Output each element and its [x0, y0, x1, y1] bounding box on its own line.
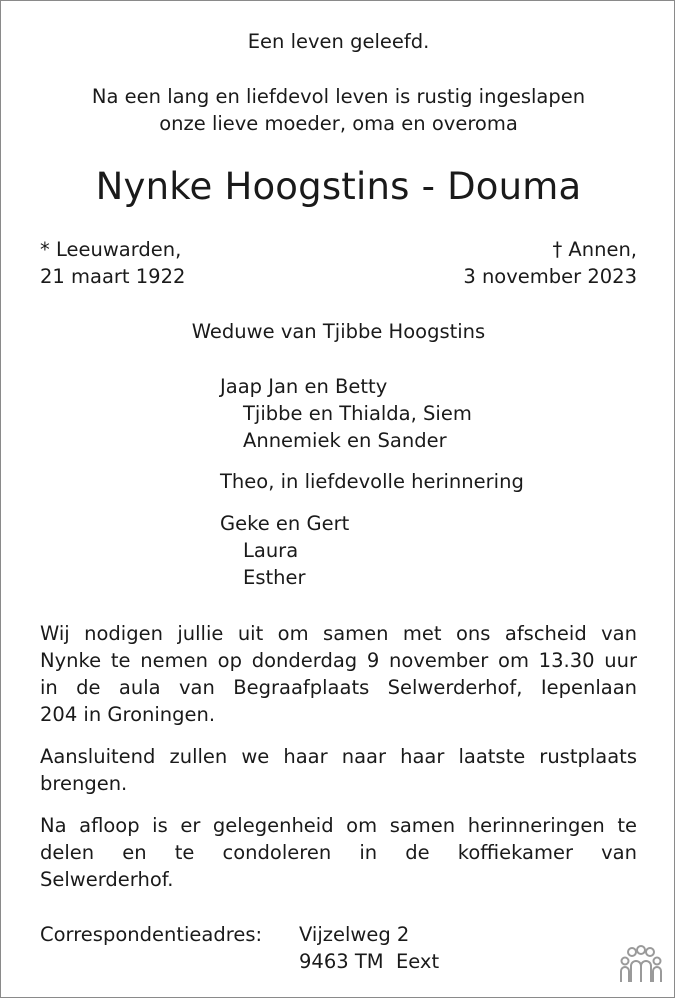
- people-logo-icon: [618, 944, 664, 984]
- paragraph-line: Na afloop is er gelegenheid om samen herinneringen te: [40, 814, 637, 837]
- death-place: † Annen,: [552, 238, 637, 261]
- intro-line: Een leven geleefd.: [247, 30, 430, 53]
- condolence-paragraph: [40, 812, 637, 893]
- family-member: Tjibbe en Thialda, Siem: [243, 402, 472, 425]
- family-member: Theo, in liefdevolle herinnering: [220, 470, 524, 493]
- announcement-line-1: Na een lang en liefdevol leven is rustig ingeslapen: [91, 85, 586, 108]
- correspondence-city: 9463 TM Eext: [299, 950, 440, 973]
- correspondence-label: Correspondentieadres:: [40, 923, 263, 946]
- paragraph-line: delen en te condoleren in de koffiekamer van: [40, 841, 637, 864]
- birth-date: 21 maart 1922: [40, 265, 186, 288]
- paragraph-line: Wij nodigen jullie uit om samen met ons afscheid van: [40, 622, 637, 645]
- paragraph-line: Selwerderhof.: [40, 868, 174, 891]
- announcement-line-2: onze lieve moeder, oma en overoma: [159, 112, 518, 135]
- paragraph-line: in de aula van Begraafplaats Selwerderhof, Iepenlaan: [40, 676, 637, 699]
- family-member: Esther: [243, 566, 306, 589]
- paragraph-line: 204 in Groningen.: [40, 703, 216, 726]
- paragraph-line: Aansluitend zullen we haar naar haar laatste rustplaats: [40, 745, 637, 768]
- widow-line: Weduwe van Tjibbe Hoogstins: [191, 320, 486, 343]
- paragraph-line: Nynke te nemen op donderdag 9 november om 13.30 uur: [40, 649, 637, 672]
- death-date: 3 november 2023: [463, 265, 637, 288]
- burial-paragraph: [40, 743, 637, 797]
- invitation-paragraph: [40, 620, 637, 728]
- family-member: Annemiek en Sander: [243, 429, 447, 452]
- deceased-name: Nynke Hoogstins - Douma: [95, 165, 582, 208]
- paragraph-line: brengen.: [40, 772, 128, 795]
- family-member: Laura: [243, 539, 299, 562]
- correspondence-street: Vijzelweg 2: [299, 923, 410, 946]
- family-member: Jaap Jan en Betty: [220, 375, 388, 398]
- birth-place: * Leeuwarden,: [40, 238, 182, 261]
- family-member: Geke en Gert: [220, 512, 350, 535]
